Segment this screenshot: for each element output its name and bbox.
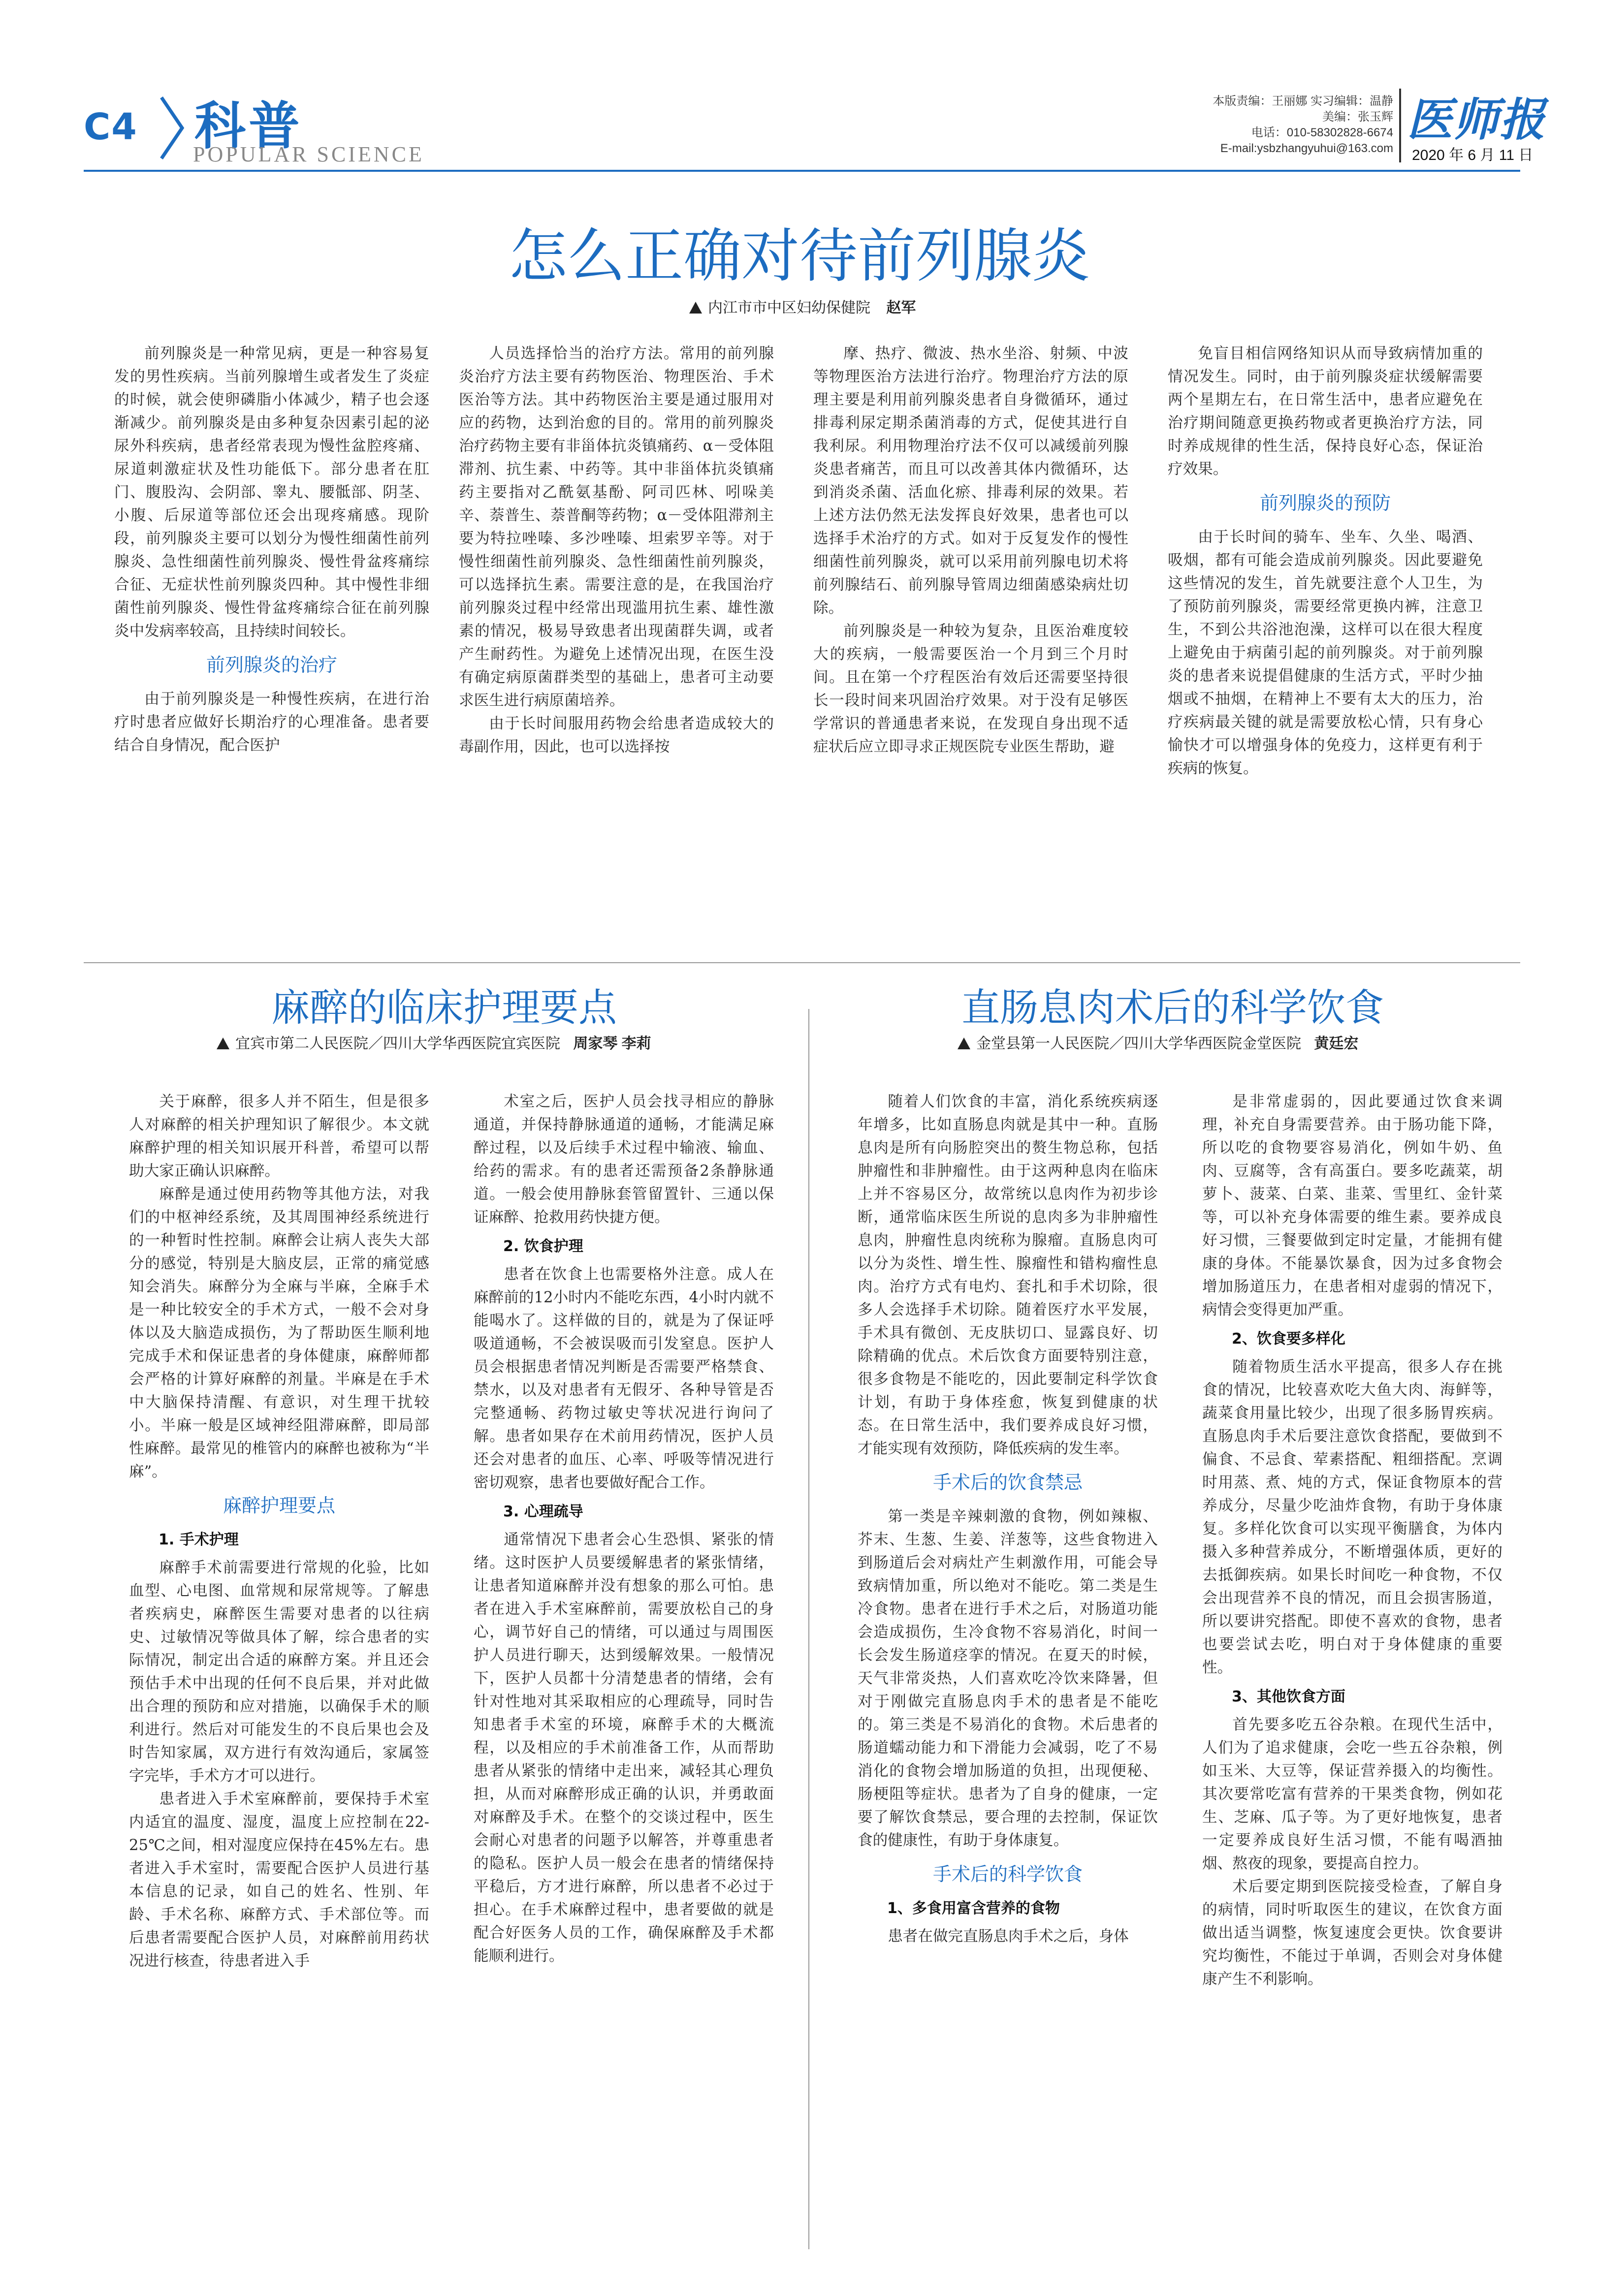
byline-author: 黄廷宏 (1314, 1036, 1359, 1052)
article-column (813, 342, 1128, 758)
paragraph: 首先要多吃五谷杂粮。在现代生活中，人们为了追求健康，会吃一些五谷杂粮，例如玉米、大豆等，保证营养摄入的均衡性。其次要常吃富有营养的干果类食物，例如花生、芝麻、瓜子等。为了更好地恢复，患者一定要养成良好生活习惯，不能有喝酒抽烟、熬夜的现象，要提高自控力。 (1202, 1716, 1503, 1872)
section-title: 科普 (194, 96, 303, 156)
subheading: 前列腺炎的治疗 (206, 654, 337, 676)
paragraph: 免盲目相信网络知识从而导致病情加重的情况发生。同时，由于前列腺炎症状缓解需要两个星期左右，在日常生活中，患者应避免在治疗期间随意更换药物或者更换治疗方法，同时养成规律的性生活，保持良好心态，保证治疗效果。 (1168, 345, 1483, 478)
issue-date: 2020 年 6 月 11 日 (1412, 147, 1534, 163)
subheading: 麻醉护理要点 (223, 1495, 335, 1516)
paragraph: 患者在饮食上也需要格外注意。成人在麻醉前的12小时内不能吃东西，4小时内就不能喝水了。这样做的目的，就是为了保证呼吸道通畅，不会被误吸而引发窒息。医护人员会根据患者情况判断是否需要严格禁食、禁水，以及对患者有无假牙、各种导管是否完整通畅、药物过敏史等状况进行询问了解。患者如果存在术前用药情况，医护人员还会对患者的血压、心率、呼吸等情况进行密切观察，患者也要做好配合工作。 (474, 1266, 774, 1491)
section-subtitle: POPULAR SCIENCE (193, 142, 424, 166)
byline-org: 金堂县第一人民医院／四川大学华西医院金堂医院 (976, 1036, 1301, 1052)
paragraph: 摩、热疗、微波、热水坐浴、射频、中波等物理医治方法进行治疗。物理治疗方法的原理主要是利用前列腺炎患者自身微循环，通过排毒利尿定期杀菌消毒的方式，促使其进行自我利尿。利用物理治疗法不仅可以减缓前列腺炎患者痛苦，而且可以改善其体内微循环，达到消炎杀菌、活血化瘀、排毒利尿的效果。若上述方法仍然无法发挥良好效果，患者也可以选择手术治疗的方式。如对于反复发作的慢性细菌性前列腺炎，就可以采用前列腺电切术将前列腺结石、前列腺导管周边细菌感染病灶切除。 (813, 345, 1128, 617)
paragraph: 由于前列腺炎是一种慢性疾病，在进行治疗时患者应做好长期治疗的心理准备。患者要结合自身情况，配合医护 (114, 691, 429, 754)
paragraph: 随着物质生活水平提高，很多人存在挑食的情况，比较喜欢吃大鱼大肉、海鲜等，蔬菜食用量比较少，出现了很多肠胃疾病。直肠息肉手术后要注意饮食搭配，要做到不偏食、不忌食、荤素搭配、粗细搭配。烹调时用蒸、煮、炖的方式，保证食物原本的营养成分，尽量少吃油炸食物，有助于身体康复。多样化饮食可以实现平衡膳食，为体内摄入多种营养成分，不断增强体质，更好的去抵御疾病。如果长时间吃一种食物，不仅会出现营养不良的情况，而且会损害肠道，所以要讲究搭配。即使不喜欢的食物，患者也要尝试去吃，明白对于身体健康的重要性。 (1202, 1358, 1503, 1676)
paragraph: 术室之后，医护人员会找寻相应的静脉通道，并保持静脉通道的通畅，才能满足麻醉过程，以及后续手术过程中输液、输血、给药的需求。有的患者还需预备2条静脉通道。一般会使用静脉套管留置针、三通以保证麻醉、抢救用药快捷方便。 (474, 1093, 774, 1226)
numbered-heading: 3. 心理疏导 (503, 1503, 583, 1520)
article-column (474, 1090, 774, 1968)
chevron-right-icon (158, 94, 187, 162)
article-column (858, 1090, 1158, 1948)
editor-email: E-mail:ysbzhangyuhui@163.com (1220, 142, 1393, 155)
numbered-heading: 3、其他饮食方面 (1232, 1688, 1345, 1705)
paragraph: 第一类是辛辣刺激的食物，例如辣椒、芥末、生葱、生姜、洋葱等，这些食物进入到肠道后会对病灶产生刺激作用，可能会导致病情加重，所以绝对不能吃。第二类是生冷食物。患者在进行手术之后，对肠道功能会造成损伤，生冷食物不容易消化，时间一长会发生肠道痉挛的情况。在夏天的时候，天气非常炎热，人们喜欢吃冷饮来降暑，但对于刚做完直肠息肉手术的患者是不能吃的。第三类是不易消化的食物。术后患者的肠道蠕动能力和下滑能力会减弱，吃了不易消化的食物会增加肠道的负担，出现便秘、肠梗阻等症状。患者为了自身的健康，一定要了解饮食禁忌，要合理的去控制，保证饮食的健康性，有助于身体康复。 (858, 1508, 1158, 1849)
paragraph: 麻醉手术前需要进行常规的化验，比如血型、心电图、血常规和尿常规等。了解患者疾病史，麻醉医生需要对患者的以往病史、过敏情况等做具体了解，综合患者的实际情况，制定出合适的麻醉方案。并且还会预估手术中出现的任何不良后果，并对此做出合理的预防和应对措施，以确保手术的顺利进行。然后对可能发生的不良后果也会及时告知家属，双方进行有效沟通后，家属签字完毕，手术方才可以进行。 (129, 1559, 429, 1785)
paragraph: 术后要定期到医院接受检查，了解自身的病情，同时听取医生的建议，在饮食方面做出适当调整，恢复速度会更快。饮食要讲究均衡性，不能过于单调，否则会对身体健康产生不利影响。 (1202, 1878, 1503, 1988)
newspaper-logo: 医师报 (1407, 93, 1546, 146)
masthead-divider (1399, 89, 1401, 162)
subheading: 前列腺炎的预防 (1259, 492, 1391, 514)
subheading: 手术后的饮食禁忌 (932, 1472, 1083, 1493)
triangle-marker-icon (689, 302, 702, 314)
paragraph: 前列腺炎是一种常见病，更是一种容易复发的男性疾病。当前列腺增生或者发生了炎症的时候，就会使卵磷脂小体减少，精子也会逐渐减少。前列腺炎是由多种复杂因素引起的泌尿外科疾病，患者经常表现为慢性盆腔疼痛、尿道刺激症状及性功能低下。部分患者在肛门、腹股沟、会阴部、睾丸、腰骶部、阴茎、小腹、后尿道等部位还会出现疼痛感。现阶段，前列腺炎主要可以划分为慢性细菌性前列腺炎、急性细菌性前列腺炎、慢性骨盆疼痛综合征、无症状性前列腺炎四种。其中慢性非细菌性前列腺炎、慢性骨盆疼痛综合征在前列腺炎中发病率较高，且持续时间较长。 (114, 345, 429, 640)
editor-line: 美编：张玉辉 (1322, 110, 1393, 124)
paragraph: 是非常虚弱的，因此要通过饮食来调理，补充自身需要营养。由于肠功能下降，所以吃的食物要容易消化，例如牛奶、鱼肉、豆腐等，含有高蛋白。要多吃蔬菜，胡萝卜、菠菜、白菜、韭菜、雪里红、金针菜等，可以补充身体需要的维生素。要养成良好习惯，三餐要做到定时定量，才能拥有健康的身体。不能暴饮暴食，因为过多食物会增加肠道压力，在患者相对虚弱的情况下，病情会变得更加严重。 (1202, 1093, 1503, 1319)
editor-line: 电话：010-58302828-6674 (1251, 126, 1393, 139)
paragraph: 由于长时间的骑车、坐车、久坐、喝酒、吸烟，都有可能会造成前列腺炎。因此要避免这些情况的发生，首先就要注意个人卫生，为了预防前列腺炎，需要经常更换内裤，注意卫生，不到公共浴池泡澡，这样可以在很大程度上避免由于病菌引起的前列腺炎。对于前列腺炎的患者来说提倡健康的生活方式，平时少抽烟或不抽烟，在精神上不要有太大的压力，治疗疾病最关键的就是需要放松心情，只有身心愉快才可以增强身体的免疫力，这样更有利于疾病的恢复。 (1168, 529, 1483, 777)
article-column (1168, 342, 1483, 780)
article-byline (689, 295, 916, 317)
header-rule (84, 170, 1520, 172)
paragraph: 患者在做完直肠息肉手术之后，身体 (888, 1928, 1129, 1945)
editor-line: 本版责编：王丽娜 实习编辑：温静 (1213, 94, 1393, 108)
article-column (114, 342, 429, 757)
editor-info (1177, 94, 1393, 157)
triangle-marker-icon (217, 1038, 229, 1049)
numbered-heading: 1、多食用富含营养的食物 (887, 1900, 1060, 1917)
byline-org: 宜宾市第二人民医院／四川大学华西医院宜宾医院 (235, 1036, 560, 1052)
paragraph: 随着人们饮食的丰富，消化系统疾病逐年增多，比如直肠息肉就是其中一种。直肠息肉是所有向肠腔突出的赘生物总称，包括肿瘤性和非肿瘤性。由于这两种息肉在临床上并不容易区分，故常统以息肉作为初步诊断，通常临床医生所说的息肉多为非肿瘤性息肉，肿瘤性息肉统称为腺瘤。直肠息肉可以分为炎性、增生性、腺瘤性和错构瘤性息肉。治疗方式有电灼、套扎和手术切除，很多人会选择手术切除。随着医疗水平发展，手术具有微创、无皮肤切口、显露良好、切除精确的优点。术后饮食方面要特别注意，很多食物是不能吃的，因此要制定科学饮食计划，有助于身体痊愈，恢复到健康的状态。在日常生活中，我们要养成良好习惯，才能实现有效预防，降低疾病的发生率。 (858, 1093, 1158, 1457)
article-title: 直肠息肉术后的科学饮食 (961, 986, 1384, 1030)
paragraph: 通常情况下患者会心生恐惧、紧张的情绪。这时医护人员要缓解患者的紧张情绪，让患者知道麻醉并没有想象的那么可怕。患者在进入手术室麻醉前，需要放松自己的身心，调节好自己的情绪，可以通过与周围医护人员进行聊天，达到缓解效果。一般情况下，医护人员都十分清楚患者的情绪，会有针对性地对其采取相应的心理疏导，同时告知患者手术室的环境，麻醉手术的大概流程，以及相应的手术前准备工作，从而帮助患者从紧张的情绪中走出来，减轻其心理负担，从而对麻醉形成正确的认识，并勇敢面对麻醉及手术。在整个的交谈过程中，医生会耐心对患者的问题予以解答，并尊重患者的隐私。医护人员一般会在患者的情绪保持平稳后，方才进行麻醉，所以患者不必过于担心。在手术麻醉过程中，患者要做的就是配合好医务人员的工作，确保麻醉及手术都能顺利进行。 (474, 1531, 774, 1965)
byline-author: 周家琴 李莉 (573, 1036, 651, 1052)
byline-org: 内江市市中区妇幼保健院 (708, 300, 870, 316)
numbered-heading: 2、饮食要多样化 (1232, 1330, 1345, 1348)
article-title: 麻醉的临床护理要点 (271, 986, 617, 1030)
article-title: 怎么正确对待前列腺炎 (509, 222, 1090, 290)
article-column (1202, 1090, 1503, 1991)
triangle-marker-icon (958, 1038, 970, 1049)
paragraph: 麻醉是通过使用药物等其他方法，对我们的中枢神经系统，及其周围神经系统进行的一种暂时性控制。麻醉会让病人丧失大部分的感觉，特别是大脑皮层，正常的痛觉感知会消失。麻醉分为全麻与半麻，全麻手术是一种比较安全的手术方式，一般不会对身体以及大脑造成损伤，为了帮助医生顺利地完成手术和保证患者的身体健康，麻醉师都会严格的计算好麻醉的剂量。半麻是在手术中大脑保持清醒、有意识，对生理干扰较小。半麻一般是区域神经阻滞麻醉，即局部性麻醉。最常见的椎管内的麻醉也被称为“半麻”。 (129, 1186, 429, 1480)
paragraph: 关于麻醉，很多人并不陌生，但是很多人对麻醉的相关护理知识了解很少。本文就麻醉护理的相关知识展开科普，希望可以帮助大家正确认识麻醉。 (129, 1093, 429, 1180)
paragraph: 人员选择恰当的治疗方法。常用的前列腺炎治疗方法主要有药物医治、物理医治、手术医治等方法。其中药物医治主要是通过服用对应的药物，达到治愈的目的。常用的前列腺炎治疗药物主要有非甾体抗炎镇痛药、α－受体阻滞剂、抗生素、中药等。其中非甾体抗炎镇痛药主要指对乙酰氨基酚、阿司匹林、吲哚美辛、萘普生、萘普酮等药物；α－受体阻滞剂主要为特拉唑嗪、多沙唑嗪、坦索罗辛等。对于慢性细菌性前列腺炎、急性细菌性前列腺炎，可以选择抗生素。需要注意的是，在我国治疗前列腺炎过程中经常出现滥用抗生素、雄性激素的情况，极易导致患者出现菌群失调，或者产生耐药性。为避免上述情况出现，在医生没有确定病原菌群类型的基础上，患者可主动要求医生进行病原菌培养。 (459, 345, 774, 709)
section-divider (84, 962, 1520, 963)
article-byline (958, 1031, 1358, 1053)
column-divider (808, 1009, 809, 2249)
paragraph: 由于长时间服用药物会给患者造成较大的毒副作用，因此，也可以选择按 (459, 715, 774, 755)
page-number: C4 (84, 106, 138, 148)
article-column (129, 1090, 429, 1973)
numbered-heading: 2. 饮食护理 (503, 1238, 583, 1255)
paragraph: 患者进入手术室麻醉前，要保持手术室内适宜的温度、湿度，温度上应控制在22-25℃之间，相对湿度应保持在45%左右。患者进入手术室时，需要配合医护人员进行基本信息的记录，如自己的姓名、性别、年龄、手术名称、麻醉方式、手术部位等。而后患者需要配合医护人员，对麻醉前用药状况进行核查，待患者进入手 (129, 1791, 429, 1970)
byline-author: 赵军 (886, 300, 916, 316)
subheading: 手术后的科学饮食 (932, 1863, 1083, 1885)
article-byline (217, 1031, 651, 1053)
paragraph: 前列腺炎是一种较为复杂，且医治难度较大的疾病，一般需要医治一个月到三个月时间。且在第一个疗程医治有效后还需要坚持很长一段时间来巩固治疗效果。对于没有足够医学常识的普通患者来说，在发现自身出现不适症状后应立即寻求正规医院专业医生帮助，避 (813, 623, 1128, 755)
numbered-heading: 1. 手术护理 (159, 1531, 239, 1548)
article-column (459, 342, 774, 758)
